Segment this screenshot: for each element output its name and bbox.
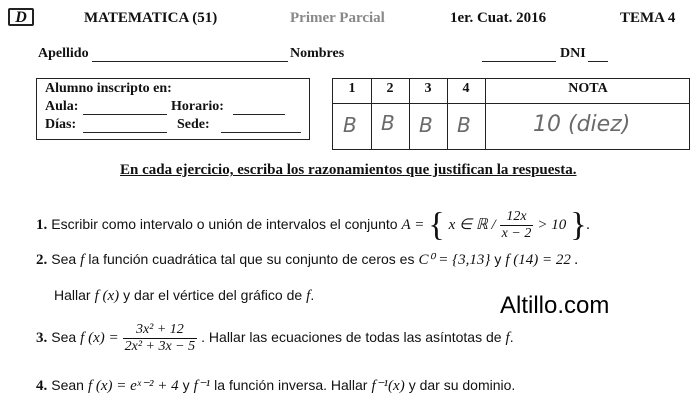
- exercise-4-fx: f (x) = eˣ⁻² + 4: [87, 378, 179, 394]
- exercise-3-end: .: [509, 329, 514, 346]
- grade-nota: 10 (diez): [533, 112, 631, 137]
- exercise-3-frac-den: 2x² + 3x − 5: [124, 339, 196, 354]
- exercise-4-number: 4.: [36, 378, 48, 394]
- exercise-2-number: 2.: [36, 252, 48, 268]
- exercise-3-frac-num: 3x² + 12: [123, 322, 198, 339]
- exercise-2-line2a: Hallar: [54, 287, 91, 303]
- exercise-1-number: 1.: [36, 217, 48, 233]
- exam-period: 1er. Cuat. 2016: [450, 10, 547, 26]
- grade-mark-1: B: [343, 113, 357, 137]
- grade-header-3: 3: [424, 81, 432, 96]
- nombres-label: Nombres: [290, 46, 345, 61]
- instruction: En cada ejercicio, escriba los razonamientos que justifican la respuesta.: [120, 162, 577, 178]
- grade-header-2: 2: [386, 81, 394, 96]
- exercise-4-finv: f⁻¹: [193, 378, 211, 394]
- exercise-3-number: 3.: [36, 330, 48, 347]
- exercise-3: [36, 322, 514, 355]
- dni-label: DNI: [560, 46, 586, 61]
- exercise-1-set-tail: > 10: [537, 217, 567, 233]
- exercise-2-fx: f (x): [94, 288, 120, 304]
- grade-header-4: 4: [462, 81, 470, 96]
- exercise-1-fraction: [500, 209, 534, 242]
- horario-label: Horario:: [171, 99, 224, 114]
- exercise-4-p2: la función inversa. Hallar: [214, 377, 368, 393]
- grade-mark-4: B: [457, 113, 471, 137]
- enrollment-box: [36, 78, 310, 140]
- dias-line[interactable]: [83, 132, 167, 133]
- aula-label: Aula:: [45, 99, 79, 114]
- apellido-label: Apellido: [38, 46, 89, 61]
- tema-badge: D: [8, 8, 34, 26]
- exercise-2-p2: la función cuadrática tal que su conjunto de ceros es: [88, 251, 415, 267]
- exercise-2-y: y: [494, 251, 502, 267]
- exercise-2-line2b: y dar el vértice del gráfico de: [123, 287, 303, 303]
- exercise-1-set-lhs: A =: [401, 217, 425, 233]
- tema-label: TEMA 4: [620, 10, 676, 26]
- exercise-4-y: y: [182, 377, 190, 393]
- exercise-2-end: .: [310, 287, 315, 303]
- horario-line[interactable]: [233, 114, 285, 115]
- sede-label: Sede:: [177, 117, 210, 132]
- apellido-line[interactable]: [92, 61, 288, 62]
- exam-title: Primer Parcial: [290, 10, 385, 26]
- exercise-3-p2: . Hallar las ecuaciones de todas las asíntotas de: [201, 329, 502, 346]
- exercise-3-fx: f (x) =: [80, 330, 119, 347]
- exercise-2-line-2: [54, 287, 314, 305]
- aula-line[interactable]: [83, 114, 167, 115]
- grade-header-1: 1: [348, 81, 356, 96]
- grade-mark-2: B: [381, 111, 395, 135]
- exercise-2-line-1: [36, 250, 578, 269]
- dni-line[interactable]: [588, 61, 608, 62]
- exercise-1-frac-num: 12x: [500, 209, 534, 226]
- exercise-1-text: Escribir como intervalo o unión de intervalos el conjunto: [51, 216, 398, 232]
- dias-label: Días:: [45, 117, 77, 132]
- exercise-2-f2: f: [306, 288, 311, 304]
- sede-line[interactable]: [221, 132, 301, 133]
- nombres-line[interactable]: [482, 61, 556, 62]
- exercise-1-end: .: [586, 217, 591, 233]
- exercise-1: 1. Escribir como intervalo o unión de intervalos el conjunto A = { x ∈ ℝ / $\frac{12x}{x - 2}$ > 10 }.: [36, 206, 591, 244]
- exercise-4-p3: y dar su dominio.: [408, 377, 516, 393]
- exercise-2-c0: C⁰ = {3,13}: [418, 252, 491, 268]
- exercise-3-fraction: [123, 322, 198, 355]
- grade-mark-3: B: [419, 113, 433, 137]
- grades-table: [332, 78, 690, 150]
- exercise-1-set-mid: x ∈ ℝ /: [448, 217, 496, 233]
- watermark: Altillo.com: [500, 292, 610, 319]
- exercise-2-f: f: [80, 252, 85, 268]
- exercise-1-frac-den: x − 2: [501, 225, 532, 241]
- enrollment-title: Alumno inscripto en:: [45, 81, 172, 96]
- exercise-2-cond: f (14) = 22 .: [505, 252, 579, 268]
- exercise-2-p1: Sea: [51, 251, 77, 267]
- subject-title: MATEMATICA (51): [84, 10, 218, 26]
- exercise-4-p1: Sean: [51, 377, 84, 393]
- exercise-3-f: f: [505, 330, 510, 347]
- exercise-4-finvx: f⁻¹(x): [371, 378, 405, 394]
- exercise-3-p1: Sea: [51, 329, 77, 346]
- exercise-4: [36, 376, 515, 395]
- grade-header-nota: NOTA: [568, 81, 608, 96]
